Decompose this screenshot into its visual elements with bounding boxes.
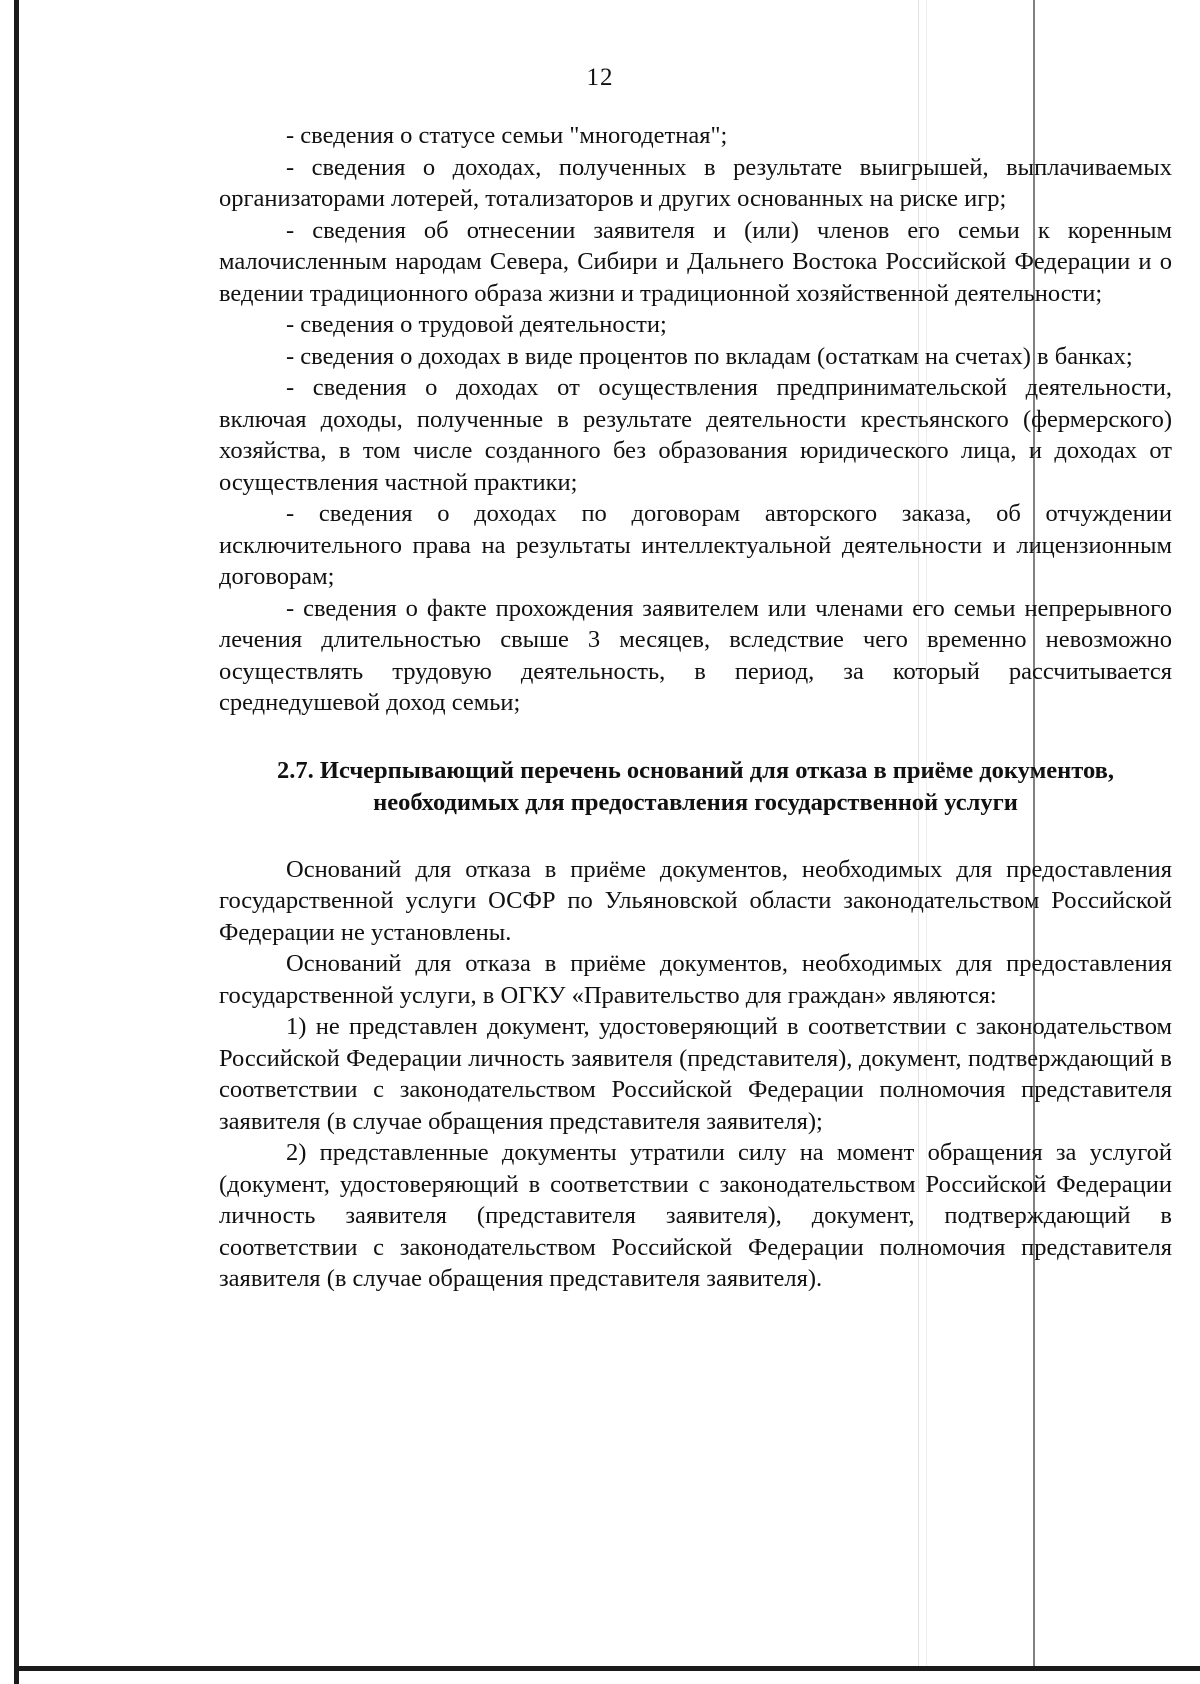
numbered-item: 1) не представлен документ, удостоверяющий в соответствии с законодательством Российской Федерации личность заявителя (представителя), документ, подтверждающий в соответствии с законодательством Российской Федерации полномочия представителя заявителя (в случае обращения представителя заявителя);	[219, 1013, 1172, 1135]
paragraph: Оснований для отказа в приёме документов, необходимых для предоставления государственной услуги ОСФР по Ульяновской области законодательством Российской Федерации не установлены.	[219, 855, 1172, 946]
document-body	[219, 120, 1172, 1295]
list-item: - сведения о доходах от осуществления предпринимательской деятельности, включая доходы, полученные в результате деятельности крестьянского (фермерского) хозяйства, в том числе созданного без образования юридического лица, и доходах от осуществления частной практики;	[219, 374, 1172, 496]
list-item: - сведения о доходах в виде процентов по вкладам (остаткам на счетах) в банках;	[286, 342, 1133, 370]
numbered-item: 2) представленные документы утратили силу на момент обращения за услугой (документ, удостоверяющий в соответствии с законодательством Российской Федерации личность заявителя (представителя заявителя), документ, подтверждающий в соответствии с законодательством Российской Федерации полномочия представителя заявителя (в случае обращения представителя заявителя).	[219, 1139, 1172, 1292]
list-item: - сведения о факте прохождения заявителем или членами его семьи непрерывного лечения длительностью свыше 3 месяцев, вследствие чего временно невозможно осуществлять трудовую деятельность, в период, за который рассчитывается среднедушевой доход семьи;	[219, 594, 1172, 716]
list-item: - сведения о трудовой деятельности;	[286, 311, 667, 338]
scan-border-left	[14, 0, 19, 1684]
list-item: - сведения о доходах, полученных в результате выигрышей, выплачиваемых организаторами лотерей, тотализаторов и других основанных на риске игр;	[219, 153, 1172, 212]
list-item: - сведения об отнесении заявителя и (или) членов его семьи к коренным малочисленным народам Севера, Сибири и Дальнего Востока Российской Федерации и о ведении традиционного образа жизни и традиционной хозяйственной деятельности;	[219, 216, 1172, 307]
list-item: - сведения о доходах по договорам авторского заказа, об отчуждении исключительного права на результаты интеллектуальной деятельности и лицензионным договорам;	[219, 500, 1172, 590]
list-item: - сведения о статусе семьи "многодетная";	[286, 122, 728, 149]
paragraph: Оснований для отказа в приёме документов, необходимых для предоставления государственной услуги, в ОГКУ «Правительство для граждан» являются:	[219, 950, 1172, 1009]
section-heading: 2.7. Исчерпывающий перечень оснований для отказа в приёме документов, необходимых для предоставления государственной услуги	[277, 756, 1114, 816]
scan-border-bottom	[14, 1666, 1200, 1671]
page-number: 12	[586, 64, 614, 91]
